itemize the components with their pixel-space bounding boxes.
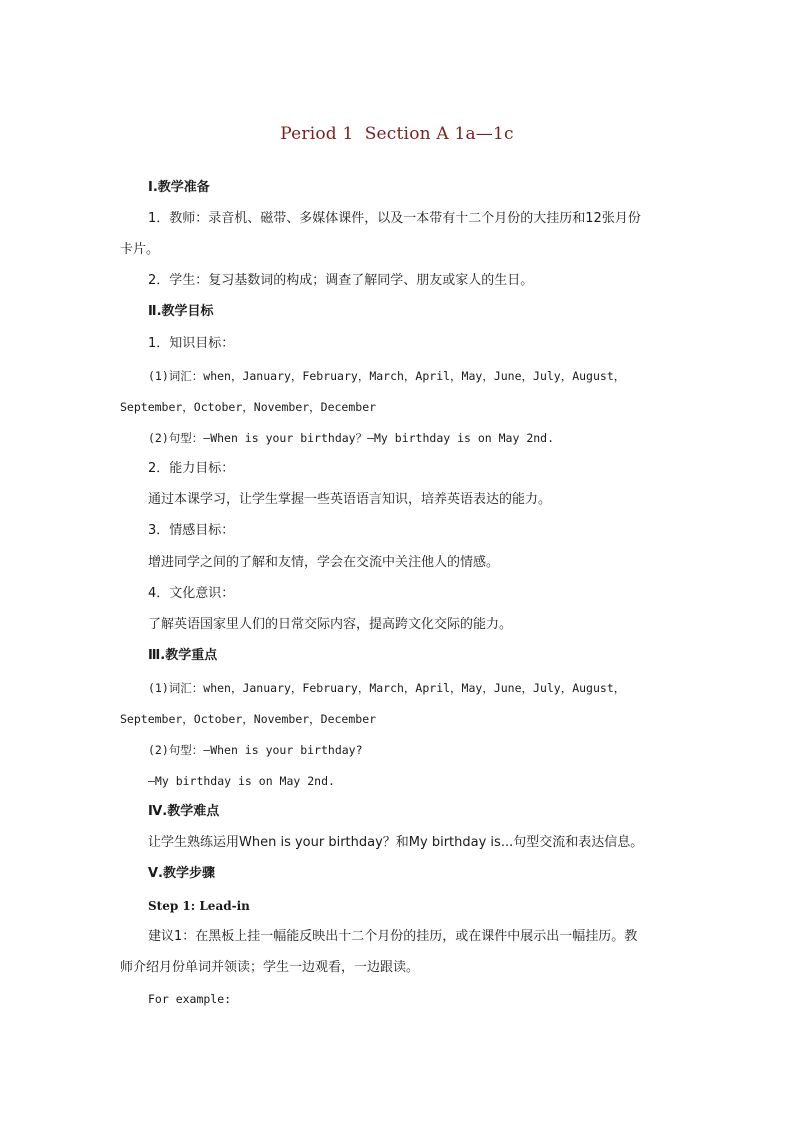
section-1-item-1-cont: 卡片。 [120,242,160,257]
step-1-text-cont: 师介绍月份单词并领读；学生一边观看，一边跟读。 [120,960,420,975]
section-3-heading: Ⅲ.教学重点 [148,648,218,663]
section-3-vocab-cont: September，October，November，December [120,712,377,726]
section-2-sentence: (2)句型：—When is your birthday？—My birthday is on May 2nd. [148,431,555,445]
section-5-heading: Ⅴ.教学步骤 [148,866,215,881]
document-title: Period 1 Section A 1a—1c [280,124,514,144]
section-2-vocab-cont: September，October，November，December [120,400,377,414]
section-4-heading: Ⅳ.教学难点 [148,804,220,819]
section-2-sub-1: 1．知识目标： [148,336,235,351]
section-1-heading: Ⅰ.教学准备 [148,180,210,195]
for-example: For example: [148,992,232,1006]
section-2-sub-4-text: 了解英语国家里人们的日常交际内容，提高跨文化交际的能力。 [148,617,513,632]
section-2-vocab: (1)词汇：when，January，February，March，April，May，June，July，August， [148,369,626,383]
section-2-sub-4: 4．文化意识： [148,586,235,601]
step-1-text: 建议1：在黑板上挂一幅能反映出十二个月份的挂历，或在课件中展示出一幅挂历。教 [148,929,638,944]
section-3-sentence-cont: —My birthday is on May 2nd. [148,774,335,788]
section-3-sentence: (2)句型：—When is your birthday? [148,743,363,757]
section-4-text: 让学生熟练运用When is your birthday？和My birthday is...句型交流和表达信息。 [148,835,644,850]
section-1-item-2: 2．学生：复习基数词的构成；调查了解同学、朋友或家人的生日。 [148,273,534,288]
section-2-sub-2: 2．能力目标： [148,461,235,476]
section-2-heading: Ⅱ.教学目标 [148,304,214,319]
section-3-vocab: (1)词汇：when，January，February，March，April，May，June，July，August， [148,681,626,695]
step-1-heading: Step 1: Lead-in [148,899,250,913]
section-2-sub-3-text: 增进同学之间的了解和友情，学会在交流中关注他人的情感。 [148,555,500,570]
section-2-sub-3: 3．情感目标： [148,523,235,538]
section-1-item-1: 1．教师：录音机、磁带、多媒体课件，以及一本带有十二个月份的大挂历和12张月份 [148,211,641,226]
section-2-sub-2-text: 通过本课学习，让学生掌握一些英语语言知识，培养英语表达的能力。 [148,492,552,507]
